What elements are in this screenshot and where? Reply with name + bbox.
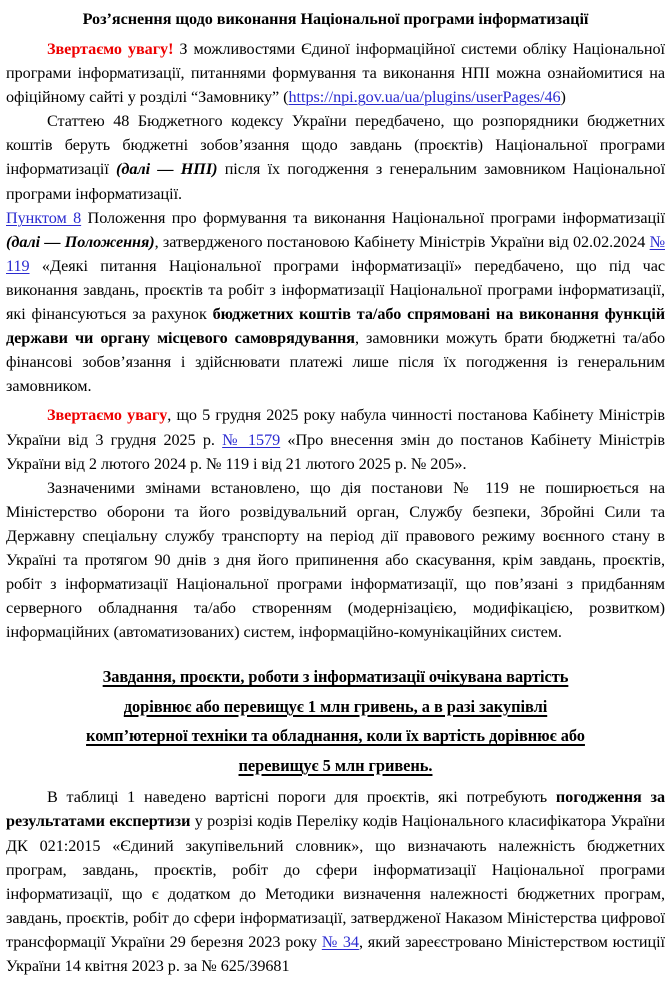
npi-portal-link[interactable]: https://npi.gov.ua/ua/plugins/userPages/46: [288, 88, 561, 107]
paragraph-exemptions: Зазначеними змінами встановлено, що дія постанови № 119 не поширюється на Міністерство оборони та його розвідувальний орган, Службу безпеки, Збройні Сили та Державну спеціальну службу транспорту на період дії правового режиму воєнного стану в Україні та протягом 90 днів з дня його припинення або скасування, крім завдань, проєктів, робіт з інформатизації Національної програми інформатизації, що пов’язані з придбанням серверного обладнання та/або створенням (модернізацією, модифікацією, розвитком) інформаційних (автоматизованих) систем, інформаційно-комунікаційних систем.: [6, 478, 665, 642]
paragraph-4-text-b: «Про внесення змін до постанов Кабінету Міністрів України від 2 лютого 2024 р. № 119 і від 21 лютого 2025 р. № 205».: [6, 430, 665, 473]
threshold-heading-line-4: [6, 751, 665, 781]
paragraph-3-text-a: Положення про формування та виконання Національної програми інформатизації: [81, 208, 665, 227]
order-34-link[interactable]: № 34: [321, 932, 359, 951]
paragraph-6-text-b: у розрізі кодів Переліку кодів Національного класифікатора України ДК 021:2015 «Єдиний закупівельний словник», що визначають належність бюджетних програм, завдань, проєктів, робіт до сфери інформатизації Національної програми інформатизації, що є додатком до Методики визначення належності бюджетних програм, завдань, проєктів, робіт до сфери інформатизації, затвердженої Наказом Міністерства цифрової трансформації України 29 березня 2023 року: [6, 812, 665, 951]
page-title: Роз’яснення щодо виконання Національної програми інформатизації: [82, 10, 589, 28]
threshold-heading-text-2: дорівнює або перевищує 1 млн гривень, а в разі закупівлі: [123, 696, 548, 716]
attention-emphasis-2: Звертаємо увагу: [47, 406, 168, 425]
paragraph-2-text-a: Статтею 48 Бюджетного кодексу України передбачено, що розпорядники бюджетних коштів беруть бюджетні зобов’язання щодо завдань (проєктів) Національної програми інформатизації: [6, 112, 665, 179]
threshold-heading-line-2: [6, 692, 665, 722]
paragraph-6-bold-expertise: погодження за результатами експертизи: [6, 788, 665, 831]
paragraph-attention-1: [6, 37, 665, 109]
resolution-119-link[interactable]: № 119: [6, 232, 665, 275]
paragraph-regulation-clause: [6, 206, 665, 399]
paragraph-2-text-b: після їх погодження з генеральним замовником Національної програми інформатизації.: [6, 160, 666, 203]
paragraph-4-text-a: , що 5 грудня 2025 року набула чинності постанова Кабінету Міністрів України від 3 грудня 2025 р.: [6, 406, 665, 449]
paragraph-3-text-d: , замовники можуть брати бюджетні та/або фінансові зобов’язання і здійснювати платежі лише після їх погодження із генеральним замовником.: [6, 329, 665, 396]
paragraph-6-text-a: В таблиці 1 наведено вартісні пороги для проєктів, які потребують: [47, 788, 556, 807]
paragraph-1-text-b: ): [560, 88, 566, 107]
paragraph-3-text-b: , затвердженого постановою Кабінету Міністрів України від 02.02.2024: [154, 232, 650, 251]
paragraph-1-text-a: З можливостями Єдиної інформаційної системи обліку Національної програми інформатизації, питаннями формування та виконання НПІ можна ознайомитися на офіційному сайті у розділі “Замовнику” (: [6, 40, 665, 107]
threshold-heading-line-1: [6, 662, 665, 692]
paragraph-3-bold-funding: бюджетних коштів та/або спрямовані на виконання функцій держави чи органу місцевого самоврядування: [6, 305, 665, 348]
paragraph-attention-2: [6, 403, 665, 475]
threshold-heading-text-3: комп’ютерної техніки та обладнання, коли їх вартість дорівнює або: [86, 726, 585, 746]
resolution-1579-link[interactable]: № 1579: [222, 430, 281, 449]
attention-emphasis-1: Звертаємо увагу!: [47, 40, 174, 58]
paragraph-6-text-c: , який зареєстровано Міністерством юстиції України 14 квітня 2023 р. за № 625/39681: [6, 932, 665, 975]
threshold-heading: [6, 662, 665, 780]
clause-8-link[interactable]: Пунктом 8: [6, 208, 82, 227]
threshold-heading-text-4: перевищує 5 млн гривень.: [238, 755, 433, 775]
paragraph-3-abbrev-note: (далі — Положення): [6, 232, 155, 251]
paragraph-2-abbrev-note: (далі — НПІ): [116, 160, 218, 179]
threshold-heading-line-3: [6, 721, 665, 751]
paragraph-budget-code: [6, 109, 665, 205]
threshold-heading-text-1: Завдання, проєкти, роботи з інформатизації очікувана вартість: [102, 667, 569, 687]
paragraph-3-text-c: «Деякі питання Національної програми інформатизації» передбачено, що під час виконання завдань, проєктів та робіт з інформатизації Національної програми інформатизації, які фінансуються за рахунок: [6, 256, 665, 324]
paragraph-table-reference: [6, 785, 665, 978]
